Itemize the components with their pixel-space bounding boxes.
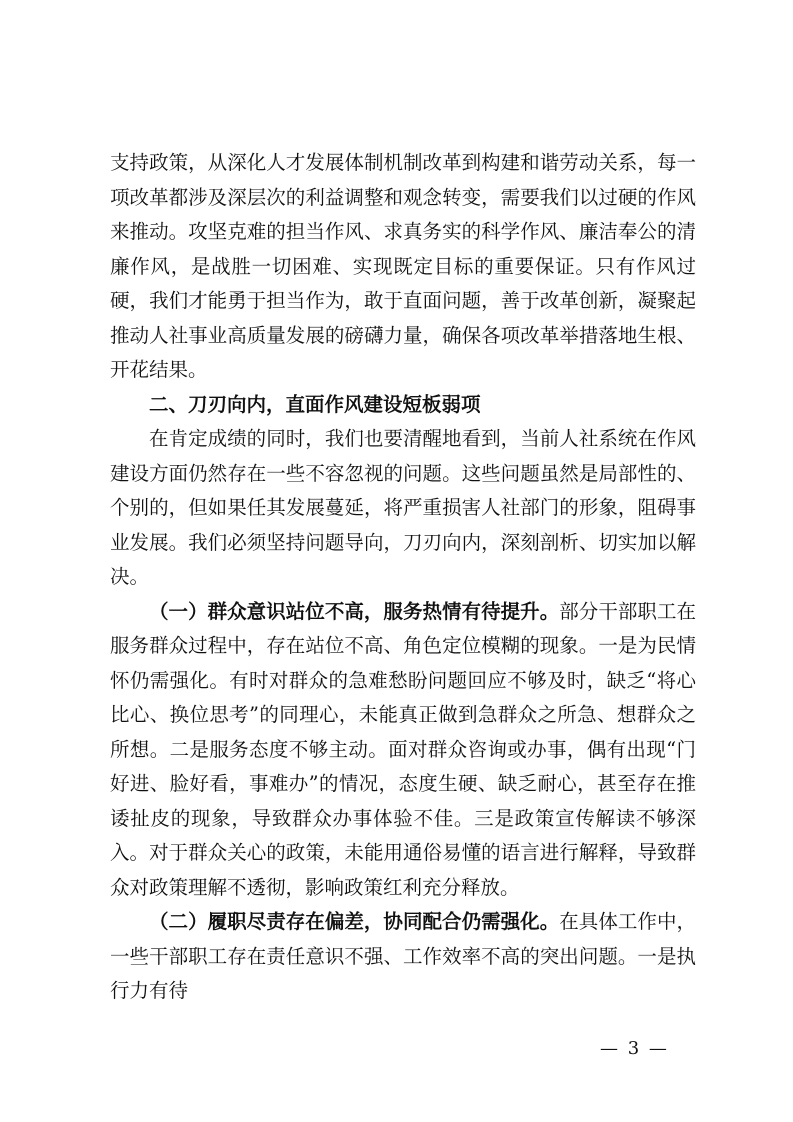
continued-paragraph-text: 支持政策，从深化人才发展体制机制改革到构建和谐劳动关系，每一项改革都涉及深层次的利益调整和观念转变，需要我们以过硬的作风来推动。攻坚克难的担当作风、求真务实的科学作风、廉洁奉公的清廉作风，是战胜一切困难、实现既定目标的重要保证。只有作风过硬，我们才能勇于担当作为，敢于直面问题，善于改革创新，凝聚起推动人社事业高质量发展的磅礴力量，确保各项改革举措落地生根、开花结果。 (110, 151, 696, 381)
continued-paragraph (110, 146, 696, 388)
subsection-1-lead: （一）群众意识站位不高，服务热情有待提升。 (149, 599, 560, 623)
subsection-2-text: 在具体工作中，一些干部职工存在责任意识不强、工作效率不高的突出问题。一是执行力有待 (110, 910, 696, 1002)
section-heading-text: 二、刀刃向内，直面作风建设短板弱项 (149, 392, 481, 416)
subsection-2-paragraph (110, 905, 696, 1009)
subsection-1-text: 部分干部职工在服务群众过程中，存在站位不高、角色定位模糊的现象。一是为民情怀仍需强化。有时对群众的急难愁盼问题回应不够及时，缺乏“将心比心、换位思考”的同理心，未能真正做到急群众之所急、想群众之所想。二是服务态度不够主动。面对群众咨询或办事，偶有出现“门好进、脸好看，事难办”的情况，态度生硬、缺乏耐心，甚至存在推诿扯皮的现象，导致群众办事体验不佳。三是政策宣传解读不够深入。对于群众关心的政策，未能用通俗易懂的语言进行解释，导致群众对政策理解不透彻，影响政策红利充分释放。 (110, 599, 696, 899)
page-number: — 3 — (600, 1038, 669, 1059)
section-intro-paragraph (110, 422, 696, 595)
section-heading (110, 388, 696, 423)
subsection-2-lead: （二）履职尽责存在偏差，协同配合仍需强化。 (149, 910, 560, 933)
section-intro-text: 在肯定成绩的同时，我们也要清醒地看到，当前人社系统在作风建设方面仍然存在一些不容忽视的问题。这些问题虽然是局部性的、个别的，但如果任其发展蔓延，将严重损害人社部门的形象，阻碍事业发展。我们必须坚持问题导向，刀刃向内，深刻剖析、切实加以解决。 (110, 427, 696, 588)
subsection-1-paragraph (110, 595, 696, 906)
document-body (110, 146, 696, 1009)
